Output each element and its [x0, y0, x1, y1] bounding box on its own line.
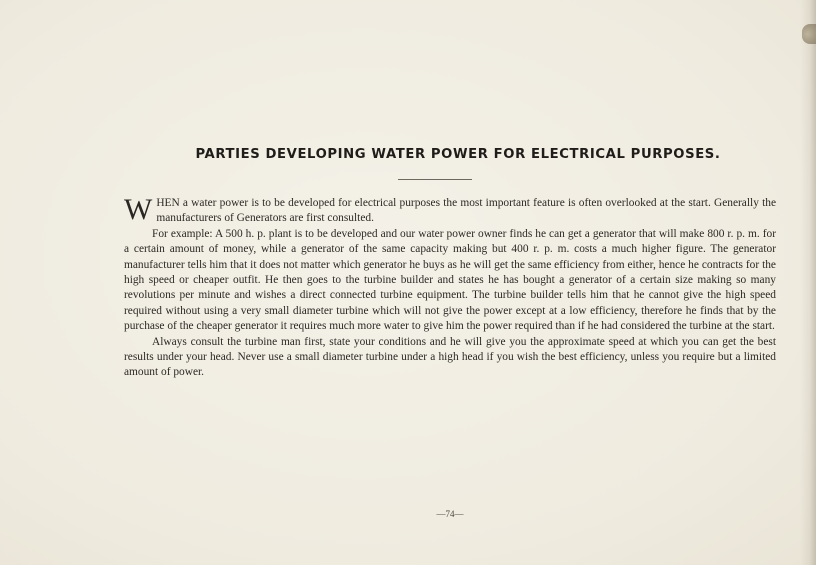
page-edge-shadow	[800, 0, 816, 565]
paragraph-2: For example: A 500 h. p. plant is to be developed and our water power owner finds he can get a generator that will make 800 r. p. m. for a certain amount of money, while a generator of the same capacity making but 400 r. p. m. costs a much higher figure. The generator manufacturer tells him that it does not matter which generator he buys as he will get the same efficiency from either, hence he contracts for the high speed or cheaper outfit. He then goes to the turbine builder and states he has bought a generator of a certain size making so many revolutions per minute and wishes a direct connected turbine equipment. The turbine builder tells him that he cannot give the high speed required without using a very small diameter turbine which will not give the power except at a low efficiency, therefore he finds that by the purchase of the cheaper generator it requires much more water to give him the power required than if he had considered the turbine at the start.	[124, 227, 776, 333]
title-divider	[398, 179, 472, 180]
paragraph-1-text: HEN a water power is to be developed for electrical purposes the most important feature is often overlooked at the start. Generally the manufacturers of Generators are first consulted.	[156, 197, 776, 225]
paragraph-3: Always consult the turbine man first, state your conditions and he will give you the approximate speed at which you can get the best results under your head. Never use a small diameter turbine under a high head if you wish the best efficiency, unless you require but a limited amount of power.	[124, 335, 776, 379]
paragraph-1	[124, 193, 776, 227]
page-tab-mark	[802, 24, 816, 44]
page-number: —74—	[436, 509, 464, 519]
article-body	[124, 193, 776, 381]
drop-cap: W	[124, 193, 153, 226]
page-title: PARTIES DEVELOPING WATER POWER FOR ELECTRICAL PURPOSES.	[195, 147, 721, 162]
